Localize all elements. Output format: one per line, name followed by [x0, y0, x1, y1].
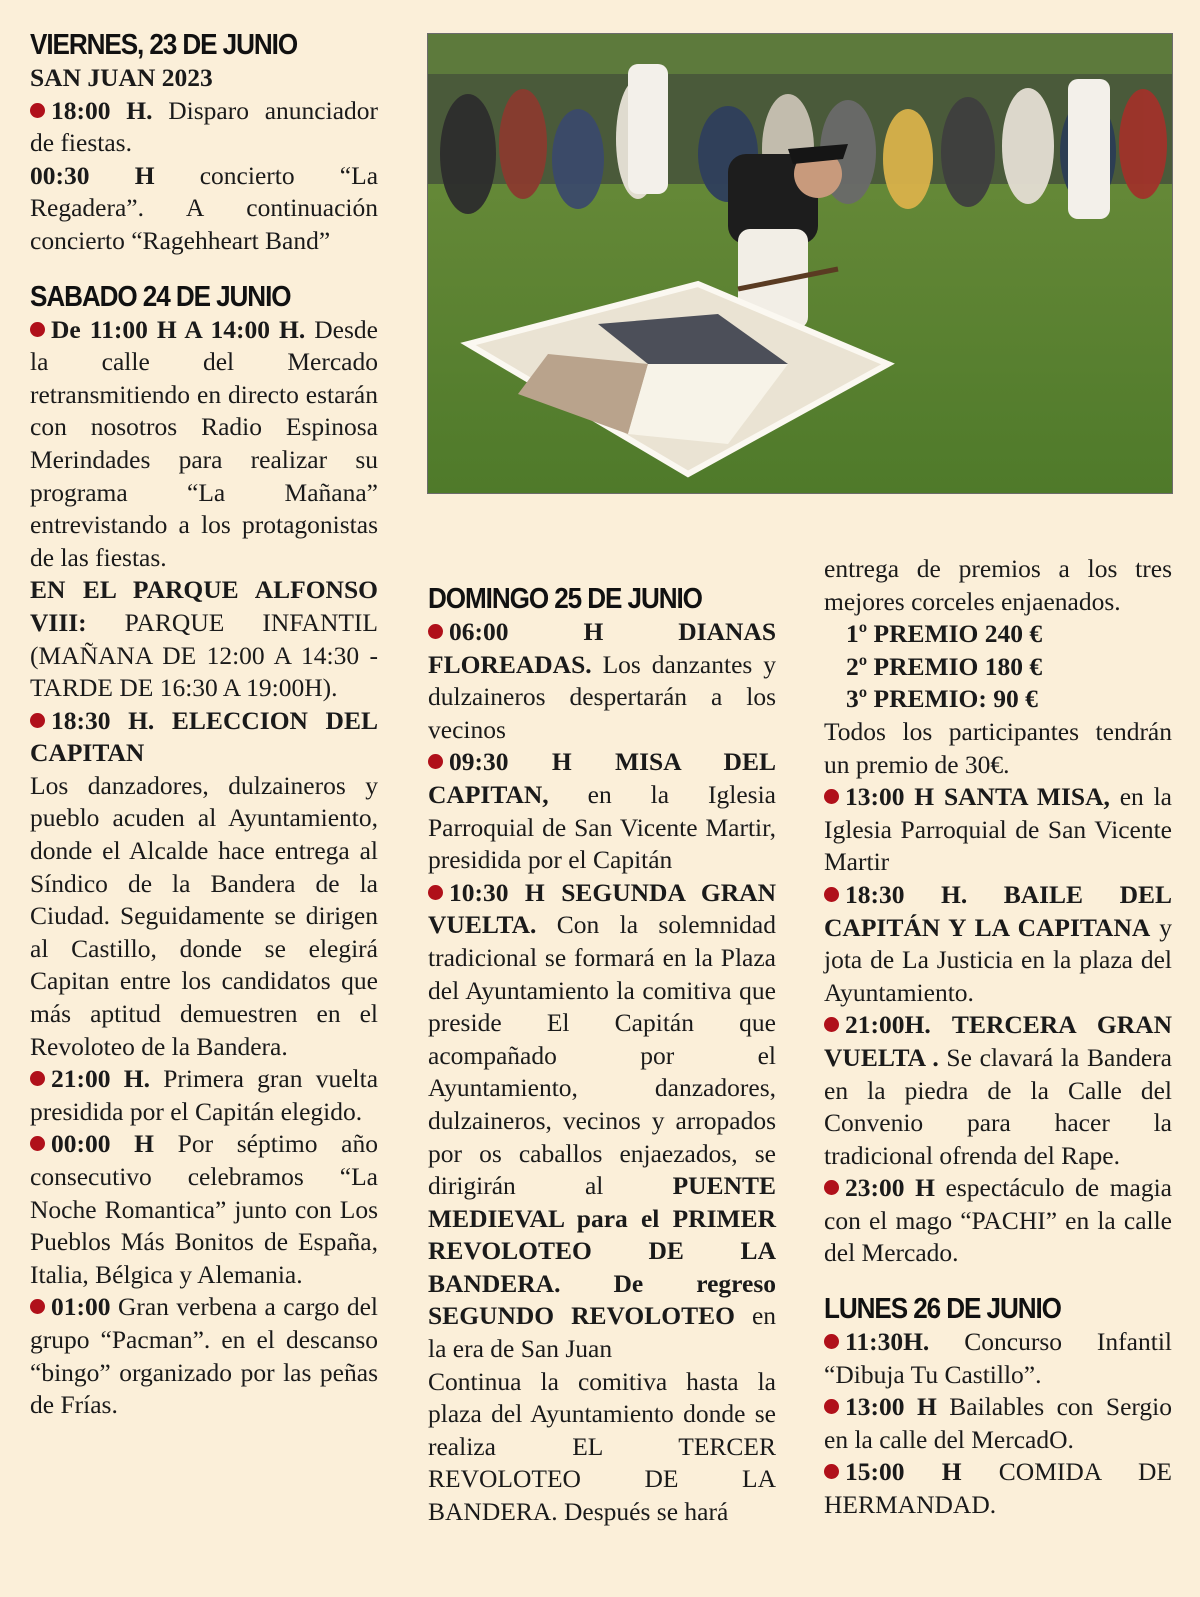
bullet-icon — [428, 754, 443, 769]
column-friday-saturday — [30, 28, 378, 1422]
prize-line: 1º PREMIO 240 € — [846, 619, 1043, 649]
heading-viernes: VIERNES, 23 DE JUNIO — [30, 29, 298, 61]
prize-line: 2º PREMIO 180 € — [846, 651, 1043, 681]
event-item: 18:30 H. BAILE DEL CAPITÁN Y LA CAPITANA y jota de La Justicia en la plaza del Ayuntamiento. — [824, 879, 1173, 1007]
heading-domingo: DOMINGO 25 DE JUNIO — [428, 583, 702, 615]
event-item: EN EL PARQUE ALFONSO VIII: PARQUE INFANTIL (MAÑANA DE 12:00 A 14:30 - TARDE DE 16:30 A 19:00H). — [30, 575, 378, 703]
event-item: 10:30 H SEGUNDA GRAN VUELTA. Con la solemnidad tradicional se formará en la Plaza del Ayuntamiento la comitiva que preside El Capitán que acompañado por el Ayuntamiento, danzadores, dulzaineros, vecinos y arropados por os caballos enjaezados, se dirigirán al PUENTE MEDIEVAL para el PRIMER REVOLOTEO DE LA BANDERA. De regreso SEGUNDO REVOLOTEO en la era de San Juan — [428, 877, 777, 1364]
event-item: 18:30 H. ELECCION DEL CAPITAN Los danzadores, dulzaineros y pueblo acuden al Ayuntamiento, donde el Alcalde hace entrega al Síndico de la Bandera de la Ciudad. Seguidamente se dirigen al Castillo, donde se elegirá Capitan entre los candidatos que más aptitud demuestren en el Revoloteo de la Bandera. — [30, 705, 378, 1061]
flag-waving-photo-illustration — [428, 34, 1172, 493]
bullet-icon — [30, 1136, 45, 1151]
column-domingo-lunes — [824, 553, 1172, 1522]
bullet-icon — [824, 789, 839, 804]
event-item: 13:00 H Bailables con Sergio en la calle del MercadO. — [824, 1392, 1173, 1454]
event-item: 18:00 H. Disparo anunciador de fiestas. — [30, 95, 379, 158]
event-item: Todos los participantes tendrán un premio de 30€. — [824, 716, 1172, 779]
prize-line: 3º PREMIO: 90 € — [846, 684, 1038, 714]
event-item: 00:00 H Por séptimo año consecutivo celebramos “La Noche Romantica” junto con Los Pueblos Más Bonitos de España, Italia, Bélgica y Alemania. — [30, 1129, 378, 1289]
heading-lunes: LUNES 26 DE JUNIO — [824, 1293, 1061, 1326]
event-item: De 11:00 H A 14:00 H. Desde la calle del Mercado retransmitiendo en directo estarán con nosotros Radio Espinosa Merindades para realizar su programa “La Mañana” entrevistando a los protagonistas de las fiestas. — [30, 314, 378, 572]
event-item: entrega de premios a los tres mejores corceles enjaenados. — [824, 554, 1172, 616]
event-item: 00:30 H concierto “La Regadera”. A continuación concierto “Ragehheart Band” — [30, 160, 379, 255]
bullet-icon — [30, 322, 45, 337]
event-item: 09:30 H MISA DEL CAPITAN, en la Iglesia Parroquial de San Vicente Martir, presidida por el Capitán — [428, 747, 776, 875]
event-item: Continua la comitiva hasta la plaza del Ayuntamiento donde se realiza EL TERCER REVOLOTEO DE LA BANDERA. Después se hará — [428, 1366, 776, 1527]
event-item: 13:00 H SANTA MISA, en la Iglesia Parroquial de San Vicente Martir — [824, 782, 1172, 877]
subheading-san-juan: SAN JUAN 2023 — [30, 63, 213, 92]
column-domingo — [428, 582, 776, 1529]
bullet-icon — [824, 1017, 839, 1032]
bullet-icon — [428, 885, 443, 900]
bullet-icon — [428, 624, 443, 639]
bullet-icon — [824, 887, 839, 902]
bullet-icon — [30, 713, 45, 728]
event-item: 15:00 H COMIDA DE HERMANDAD. — [824, 1457, 1172, 1520]
festival-photo — [427, 33, 1173, 494]
bullet-icon — [824, 1334, 839, 1349]
bullet-icon — [824, 1399, 839, 1414]
bullet-icon — [30, 1299, 45, 1314]
event-item: 23:00 H espectáculo de magia con el mago “PACHI” en la calle del Mercado. — [824, 1173, 1173, 1268]
event-item: 21:00 H. Primera gran vuelta presidida por el Capitán elegido. — [30, 1064, 379, 1126]
event-item: 06:00 H DIANAS FLOREADAS. Los danzantes y dulzaineros despertarán a los vecinos — [428, 617, 776, 744]
event-item: 21:00H. TERCERA GRAN VUELTA . Se clavará la Bandera en la piedra de la Calle del Convenio para hacer la tradicional ofrenda del Rape. — [824, 1010, 1172, 1170]
heading-sabado: SABADO 24 DE JUNIO — [30, 280, 291, 313]
bullet-icon — [824, 1180, 839, 1195]
bullet-icon — [824, 1464, 839, 1479]
event-item: 11:30H. Concurso Infantil “Dibuja Tu Castillo”. — [824, 1327, 1172, 1389]
event-item: 01:00 Gran verbena a cargo del grupo “Pacman”. en el descanso “bingo” organizado por las peñas de Frías. — [30, 1292, 378, 1420]
bullet-icon — [30, 1071, 45, 1086]
bullet-icon — [30, 103, 45, 118]
